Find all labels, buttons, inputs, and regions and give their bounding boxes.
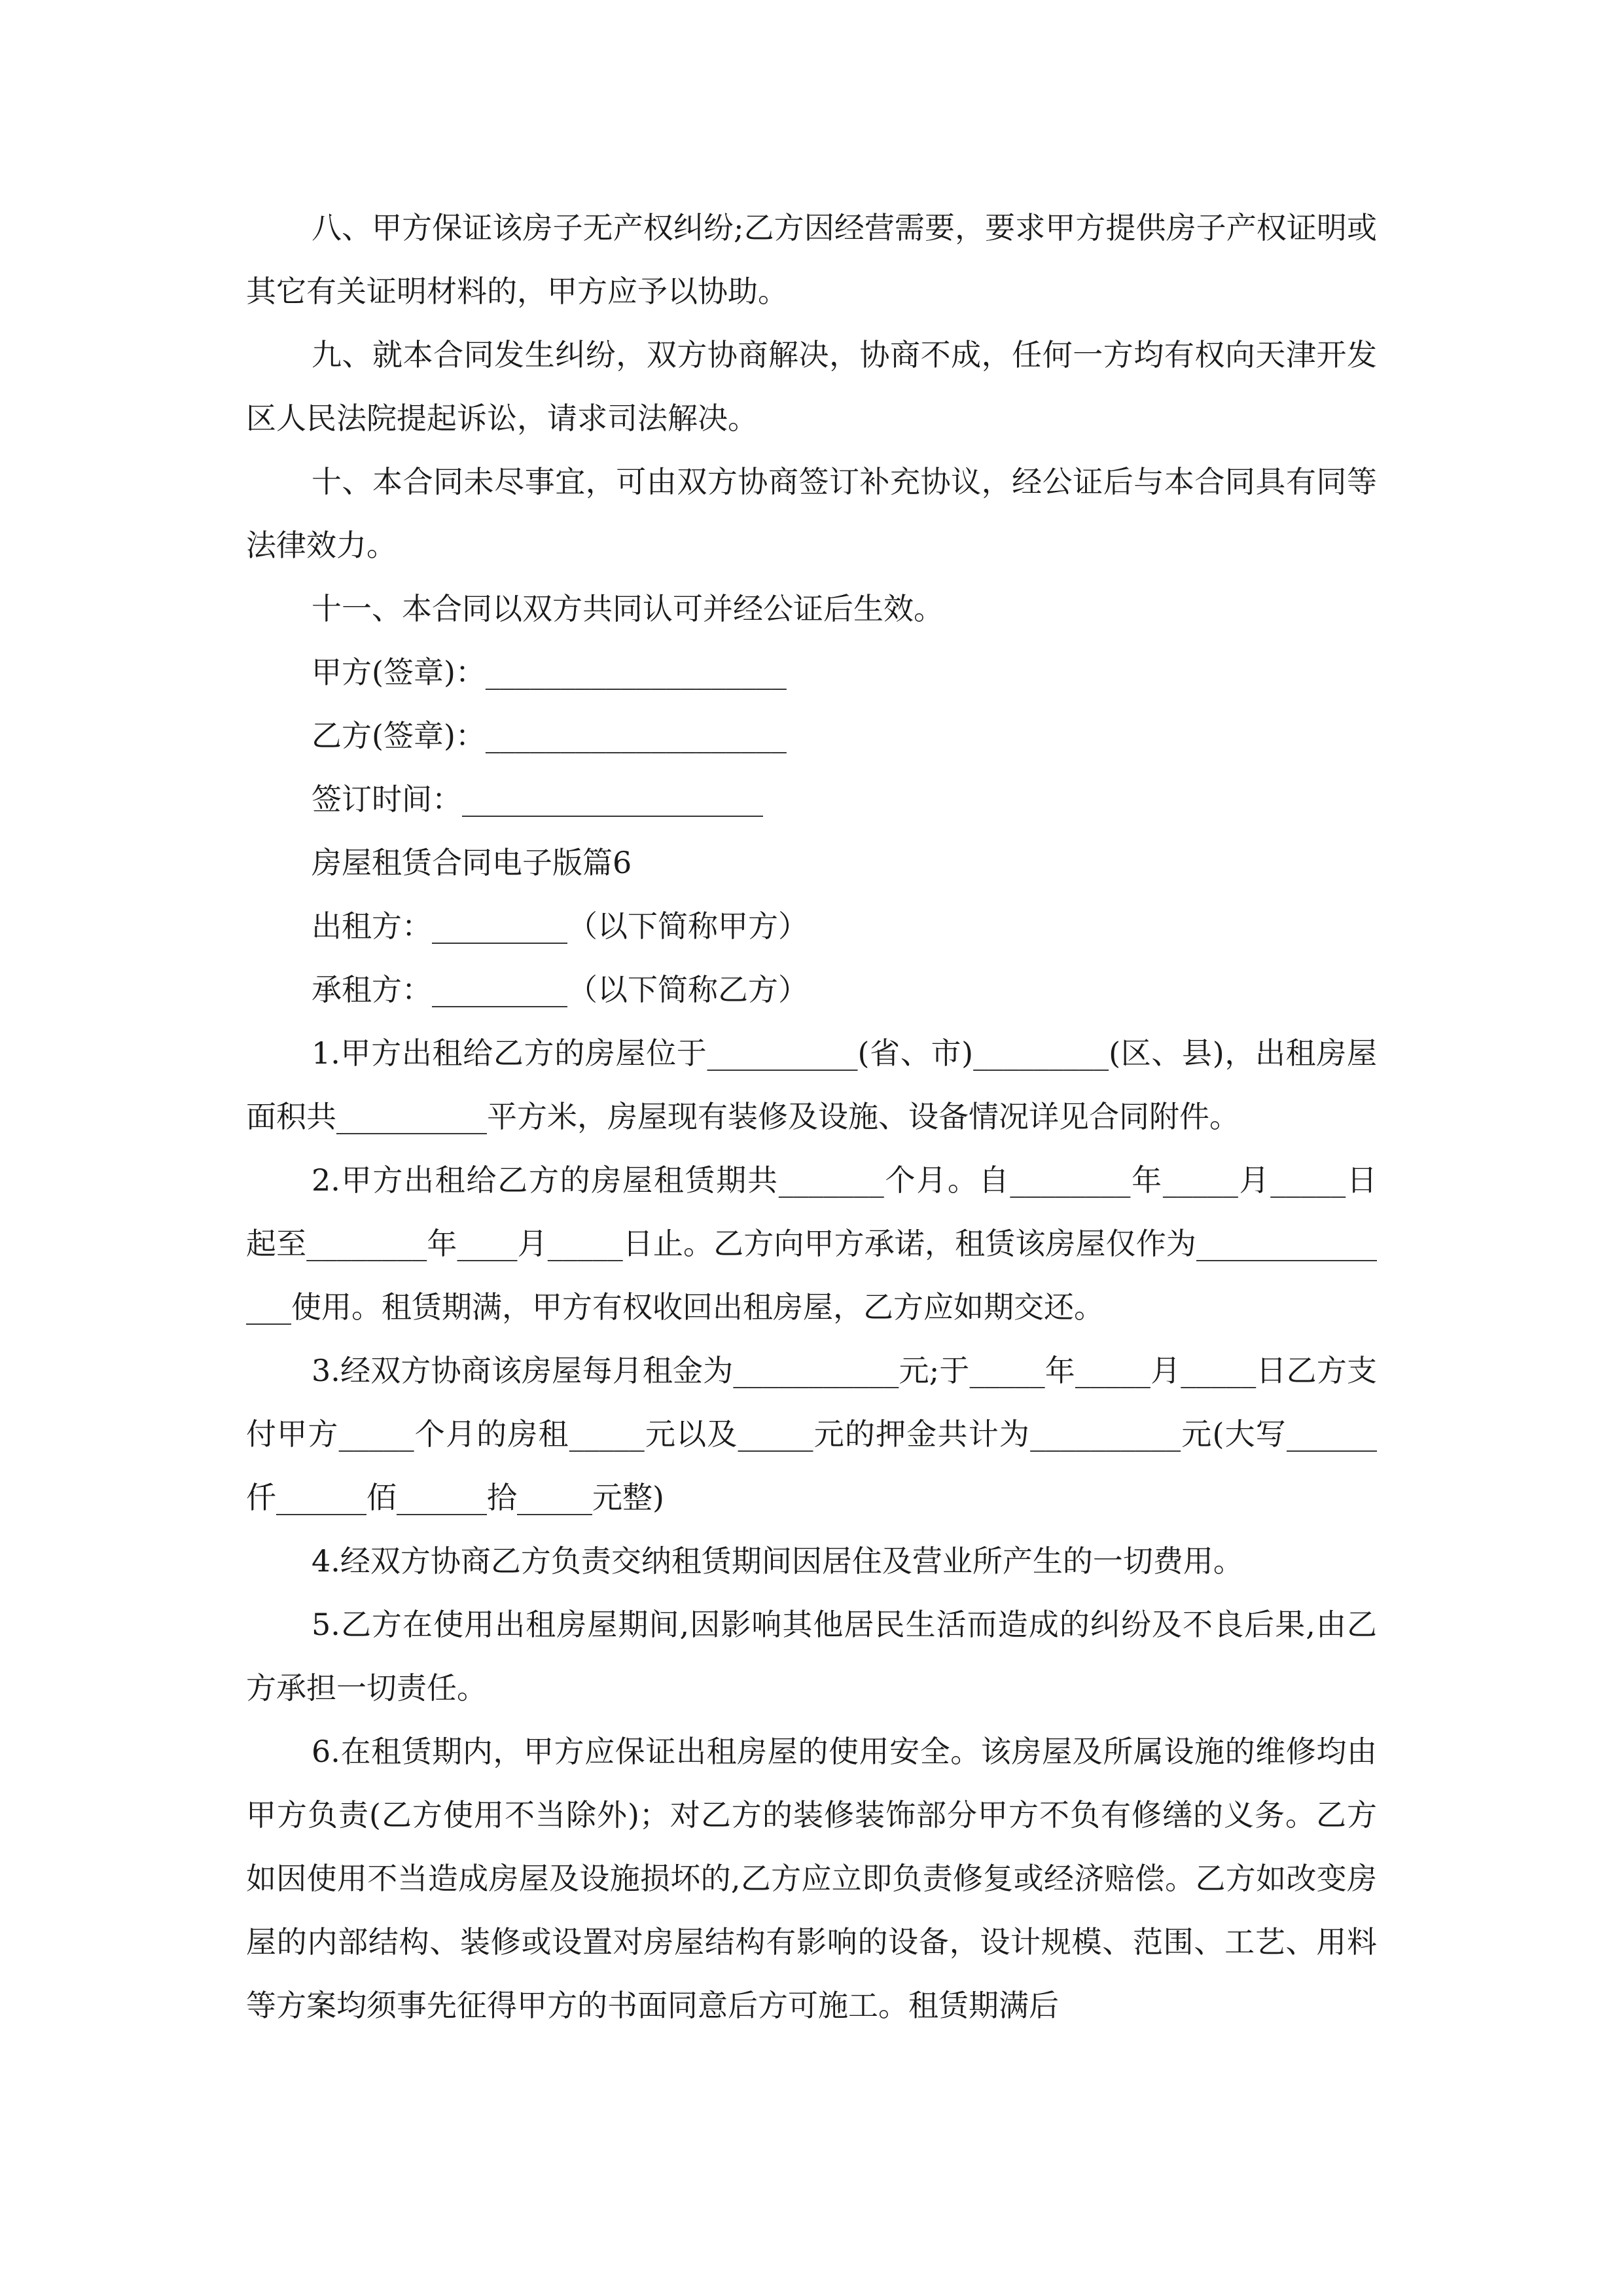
party-b-signature-line: 乙方(签章)：____________________ bbox=[312, 718, 787, 753]
party-a-signature-line: 甲方(签章)：____________________ bbox=[312, 655, 787, 690]
section-title: 房屋租赁合同电子版篇6 bbox=[312, 845, 632, 880]
clause-8: 八、甲方保证该房子无产权纠纷;乙方因经营需要，要求甲方提供房子产权证明或其它有关证明材料的，甲方应予以协助。 bbox=[246, 210, 1377, 309]
term-6-maintenance: 6.在租赁期内，甲方应保证出租房屋的使用安全。该房屋及所属设施的维修均由甲方负责(乙方使用不当除外)；对乙方的装修装饰部分甲方不负有修缮的义务。乙方如因使用不当造成房屋及设施损坏的,乙方应立即负责修复或经济赔偿。乙方如改变房屋的内部结构、装修或设置对房屋结构有影响的设备，设计规模、范围、工艺、用料等方案均须事先征得甲方的书面同意后方可施工。租赁期满后 bbox=[246, 1734, 1377, 2023]
lessor-line: 出租方：_________（以下简称甲方） bbox=[312, 908, 808, 944]
term-2-lease-period: 2.甲方出租给乙方的房屋租赁期共_______个月。自________年_____月_____日起至________年____月_____日止。乙方向甲方承诺，租赁该房屋仅作为_______________使用。租赁期满，甲方有权收回出租房屋，乙方应如期交还。 bbox=[246, 1162, 1377, 1325]
term-4-fees: 4.经双方协商乙方负责交纳租赁期间因居住及营业所产生的一切费用。 bbox=[312, 1543, 1243, 1579]
clause-9: 九、就本合同发生纠纷，双方协商解决，协商不成，任何一方均有权向天津开发区人民法院提起诉讼，请求司法解决。 bbox=[246, 337, 1377, 436]
signing-date-line: 签订时间：____________________ bbox=[312, 781, 763, 817]
lessee-line: 承租方：_________（以下简称乙方） bbox=[312, 972, 808, 1007]
term-3-rent: 3.经双方协商该房屋每月租金为___________元;于_____年_____月_____日乙方支付甲方_____个月的房租_____元以及_____元的押金共计为__________元(大写______仟______佰______拾_____元整) bbox=[246, 1353, 1377, 1515]
document-body bbox=[246, 196, 1377, 2037]
clause-10: 十、本合同未尽事宜，可由双方协商签订补充协议，经公证后与本合同具有同等法律效力。 bbox=[246, 464, 1377, 563]
term-1-location: 1.甲方出租给乙方的房屋位于__________(省、市)_________(区、县)，出租房屋面积共__________平方米，房屋现有装修及设施、设备情况详见合同附件。 bbox=[246, 1035, 1377, 1134]
term-5-liability: 5.乙方在使用出租房屋期间,因影响其他居民生活而造成的纠纷及不良后果,由乙方承担一切责任。 bbox=[246, 1607, 1377, 1706]
clause-11: 十一、本合同以双方共同认可并经公证后生效。 bbox=[312, 591, 944, 626]
